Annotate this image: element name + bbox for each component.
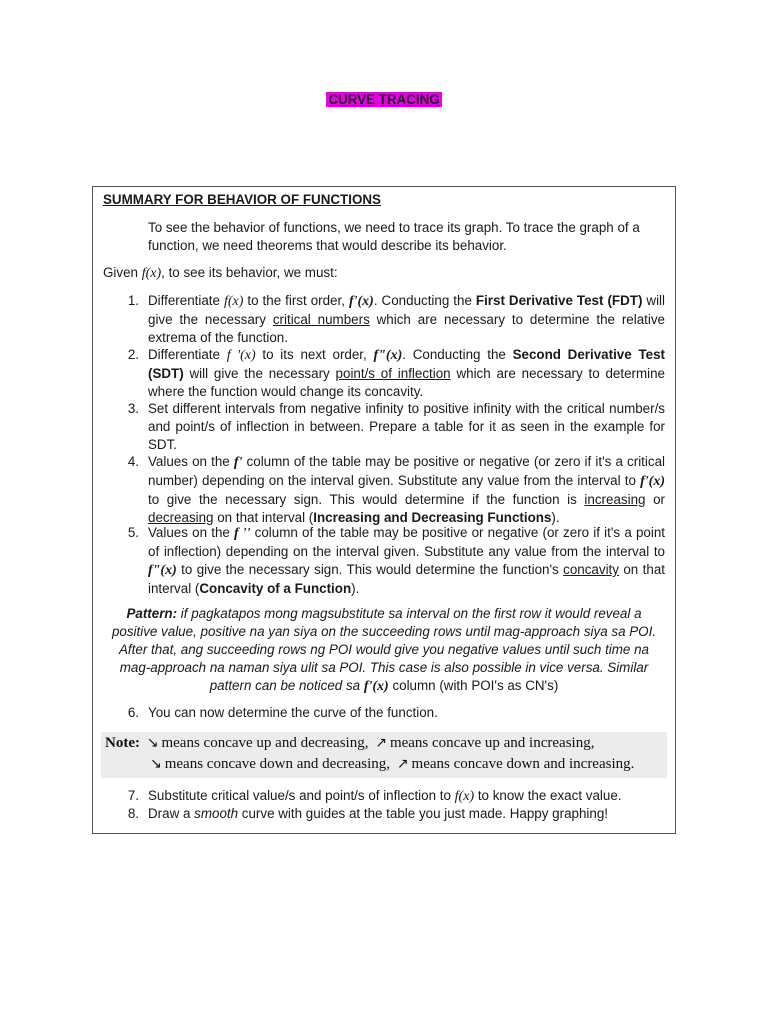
item-text — [148, 453, 665, 527]
pattern-label: Pattern: — [126, 606, 178, 621]
summary-heading: SUMMARY FOR BEHAVIOR OF FUNCTIONS — [103, 192, 381, 207]
item7-fx: f(x) — [454, 789, 475, 804]
item4-d: or — [645, 492, 665, 507]
item4-f: ). — [551, 510, 560, 525]
list-item-1 — [119, 292, 665, 347]
note-line2b: means concave down and increasing. — [411, 756, 635, 772]
note-line2a: means concave down and decreasing, — [164, 756, 391, 772]
item8-em: smooth — [194, 806, 239, 821]
item-text — [148, 787, 665, 806]
item1-c: . Conducting the — [373, 293, 476, 308]
given-post: , to see its behavior, we must: — [161, 265, 338, 280]
item-number: 8. — [127, 806, 139, 821]
item5-bold: Concavity of a Function — [199, 581, 352, 596]
list-item-2 — [119, 346, 665, 401]
item4-fp: f' — [233, 455, 243, 470]
summary-box — [92, 186, 676, 834]
title-text: CURVE TRACING — [328, 92, 440, 107]
item5-c: to give the necessary sign. This would determine the function's — [176, 562, 564, 577]
item5-e: ). — [351, 581, 360, 596]
item4-ul2: decreasing — [148, 510, 214, 525]
item2-e: which are necessary to determine where the function would change its concavity. — [148, 366, 666, 399]
item-number: 7. — [127, 788, 139, 803]
item-number: 1. — [127, 293, 139, 308]
item4-e: on that interval ( — [213, 510, 314, 525]
concave-up-increasing-arrow-icon: ↗ — [375, 735, 387, 751]
item1-e: which are necessary to determine the relative extrema of the function. — [148, 312, 666, 345]
item7-b: to know the exact value. — [474, 788, 622, 803]
pattern-text: if pagkatapos mong magsubstitute sa interval on the first row it would reveal a positive value, positive na yan siya on the succeeding rows until mag-approach siya sa POI. After that, ang succeeding rows ng POI would give you negative values until such time na mag-approach na naman siya ulit sa POI. This case is also possible in vice versa. Similar pattern can be noticed sa — [111, 606, 657, 693]
item4-ul1: increasing — [584, 492, 646, 507]
given-pre: Given — [103, 265, 142, 280]
list-item-6 — [119, 704, 665, 722]
pattern-fpx: f'(x) — [363, 679, 389, 694]
item-text — [148, 292, 665, 347]
item1-d: will give the necessary — [148, 293, 665, 327]
item8-b: curve with guides at the table you just made. Happy graphing! — [238, 806, 609, 821]
item2-fpx: f '(x) — [226, 348, 256, 363]
page-title — [0, 92, 768, 107]
item8-a: Draw a — [148, 806, 195, 821]
item1-fpx: f'(x) — [348, 294, 374, 309]
item4-a: Values on the — [148, 454, 234, 469]
concave-up-decreasing-arrow-icon: ↘ — [146, 735, 159, 751]
concave-down-decreasing-arrow-icon: ↘ — [150, 756, 162, 772]
note-line1b: means concave up and increasing, — [389, 735, 595, 751]
item1-a: Differentiate — [148, 293, 224, 308]
item-number: 3. — [127, 401, 139, 416]
item4-fpx: f'(x) — [640, 474, 665, 489]
item2-b: to its next order, — [255, 347, 374, 362]
item5-b: column of the table may be positive or negative (or zero if it's a point of inflection) depending on the interval given. Substitute any value from the interval to — [148, 525, 665, 559]
item1-b: to the first order, — [243, 293, 349, 308]
item2-fppx: f"(x) — [373, 348, 403, 363]
item5-fpp: f '' — [234, 526, 251, 541]
item4-b: column of the table may be positive or negative (or zero if it's a critical number) depending on the interval given. Substitute any value from the interval to — [148, 454, 665, 488]
item-number: 4. — [127, 454, 139, 469]
item2-a: Differentiate — [148, 347, 227, 362]
given-line — [103, 265, 675, 282]
list-item-7 — [119, 787, 665, 806]
item-number: 5. — [127, 525, 139, 540]
list-item-3 — [119, 400, 665, 454]
pattern-end: column (with POI's as CN's) — [388, 678, 559, 693]
item2-c: . Conducting the — [402, 347, 513, 362]
item5-d: on that interval ( — [148, 562, 665, 596]
intro-paragraph: To see the behavior of functions, we need to trace its graph. To trace the graph of a function, we need theorems that would describe its behavior. — [148, 220, 640, 253]
item-text: You can now determine the curve of the function. — [148, 705, 438, 720]
note-line-2 — [147, 756, 634, 773]
list-item-5 — [119, 524, 665, 598]
item4-c: to give the necessary sign. This would determine if the function is — [148, 492, 585, 507]
list-item-4 — [119, 453, 665, 527]
note-box — [101, 732, 667, 778]
pattern-paragraph — [103, 605, 665, 696]
item1-fx: f(x) — [223, 294, 244, 309]
item5-ul: concavity — [563, 562, 619, 577]
item5-a: Values on the — [148, 525, 235, 540]
note-label: Note: — [105, 735, 140, 751]
item-text: Set different intervals from negative infinity to positive infinity with the critical number/s and point/s of inflection in between. Prepare a table for it as seen in the example for SDT. — [148, 401, 665, 452]
note-line1a: means concave up and decreasing, — [161, 735, 369, 751]
given-fx: f(x) — [141, 266, 162, 281]
item1-ul: critical numbers — [272, 312, 370, 327]
item2-bold: Second Derivative Test (SDT) — [148, 347, 665, 381]
item4-bold: Increasing and Decreasing Functions — [313, 510, 552, 525]
item-text — [148, 524, 665, 598]
item2-d: will give the necessary — [183, 366, 336, 381]
item1-bold: First Derivative Test (FDT) — [475, 293, 643, 308]
item-text — [148, 805, 665, 823]
item2-ul: point/s of inflection — [335, 366, 451, 381]
note-line-1 — [105, 735, 594, 752]
list-item-8 — [119, 805, 665, 823]
item-number: 2. — [127, 347, 139, 362]
concave-down-increasing-arrow-icon: ↗ — [396, 756, 409, 772]
item7-a: Substitute critical value/s and point/s of inflection to — [148, 788, 455, 803]
item5-fppx: f"(x) — [148, 563, 177, 578]
item-text — [148, 346, 665, 401]
item-number: 6. — [127, 705, 139, 720]
